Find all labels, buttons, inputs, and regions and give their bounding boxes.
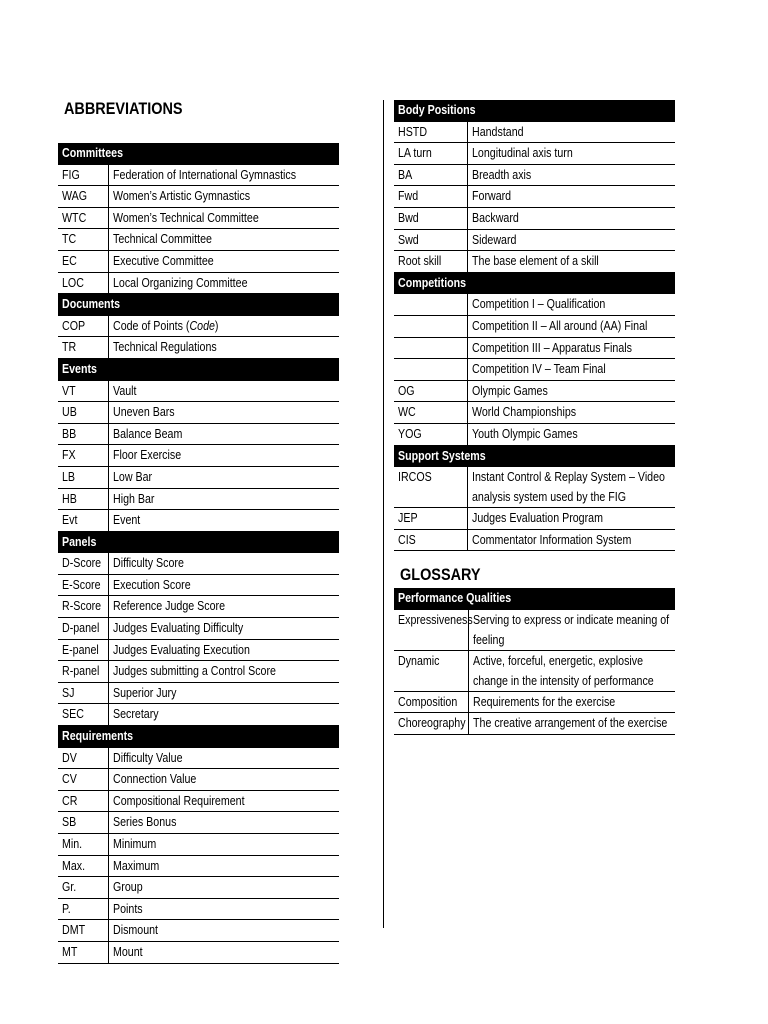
abbreviation-cell: WC [394, 402, 467, 424]
definition-cell: Competition IV – Team Final [467, 359, 675, 381]
abbreviation-cell: JEP [394, 508, 467, 530]
table-row [58, 488, 339, 510]
column-divider [383, 100, 384, 928]
abbreviation-cell: SEC [58, 704, 108, 726]
definition-cell: Judges Evaluation Program [467, 508, 675, 530]
section-header [58, 531, 339, 553]
abbreviation-cell: BB [58, 423, 108, 445]
table-row [58, 920, 339, 942]
section-header-label: Competitions [394, 272, 675, 294]
definition-cell: Points [108, 898, 339, 920]
abbreviation-cell [394, 359, 467, 381]
section-header [394, 445, 675, 467]
section-header-label: Performance Qualities [394, 588, 675, 609]
table-row [394, 508, 675, 530]
definition-cell: Serving to express or indicate meaning of feeling [468, 609, 675, 650]
table-row [394, 337, 675, 359]
table-row [394, 650, 675, 691]
abbreviations-right-table [394, 100, 675, 551]
abbreviation-cell: FIG [58, 164, 108, 186]
abbreviation-cell: Expressiveness [394, 609, 468, 650]
abbreviation-cell: E-panel [58, 639, 108, 661]
definition-cell: Breadth axis [467, 164, 675, 186]
table-row [58, 639, 339, 661]
definition-cell: Series Bonus [108, 812, 339, 834]
abbreviation-cell: CIS [394, 529, 467, 551]
definition-cell: The creative arrangement of the exercise [468, 713, 675, 735]
definition-cell: The base element of a skill [467, 251, 675, 273]
section-header-label: Requirements [58, 726, 339, 748]
table-row [394, 186, 675, 208]
table-row [58, 380, 339, 402]
table-row [58, 790, 339, 812]
definition-cell: Mount [108, 941, 339, 963]
definition-cell: Difficulty Score [108, 553, 339, 575]
table-row [394, 207, 675, 229]
definition-cell: Technical Committee [108, 229, 339, 251]
abbreviation-cell: Gr. [58, 877, 108, 899]
definition-cell: Group [108, 877, 339, 899]
definition-cell: World Championships [467, 402, 675, 424]
abbreviation-cell: UB [58, 402, 108, 424]
abbreviation-cell: DV [58, 747, 108, 769]
table-row [394, 164, 675, 186]
table-row [58, 898, 339, 920]
section-header [58, 143, 339, 164]
definition-cell: Event [108, 510, 339, 532]
abbreviation-cell: VT [58, 380, 108, 402]
abbreviation-cell: Evt [58, 510, 108, 532]
section-header [394, 588, 675, 609]
definition-cell: Youth Olympic Games [467, 423, 675, 445]
definition-cell: Federation of International Gymnastics [108, 164, 339, 186]
abbreviation-cell: LA turn [394, 143, 467, 165]
section-header [58, 726, 339, 748]
definition-cell: Technical Regulations [108, 337, 339, 359]
table-row [58, 682, 339, 704]
table-row [58, 337, 339, 359]
definition-cell: Secretary [108, 704, 339, 726]
abbreviation-cell: COP [58, 315, 108, 337]
abbreviation-cell: FX [58, 445, 108, 467]
abbreviation-cell: CR [58, 790, 108, 812]
definition-cell: Active, forceful, energetic, explosive change in the intensity of performance [468, 650, 675, 691]
definition-cell: Local Organizing Committee [108, 272, 339, 294]
table-row [394, 143, 675, 165]
abbreviation-cell: MT [58, 941, 108, 963]
section-header-label: Documents [58, 294, 339, 316]
table-row [394, 315, 675, 337]
table-row [394, 423, 675, 445]
abbreviation-cell: E-Score [58, 574, 108, 596]
abbreviation-cell: Root skill [394, 251, 467, 273]
abbreviation-cell: DMT [58, 920, 108, 942]
definition-cell: Judges Evaluating Execution [108, 639, 339, 661]
definition-cell: Vault [108, 380, 339, 402]
abbreviation-cell: EC [58, 250, 108, 272]
definition-cell: Compositional Requirement [108, 790, 339, 812]
table-row [58, 272, 339, 294]
definition-cell: Competition III – Apparatus Finals [467, 337, 675, 359]
definition-cell: Judges Evaluating Difficulty [108, 618, 339, 640]
definition-cell: Balance Beam [108, 423, 339, 445]
definition-cell: Olympic Games [467, 380, 675, 402]
table-row [394, 467, 675, 508]
abbreviation-cell: R-Score [58, 596, 108, 618]
table-row [58, 812, 339, 834]
abbreviation-cell: HSTD [394, 121, 467, 143]
definition-cell: Code of Points (Code) [108, 315, 339, 337]
table-row [394, 380, 675, 402]
abbreviation-cell: Choreography [394, 713, 468, 735]
definition-cell: Judges submitting a Control Score [108, 661, 339, 683]
abbreviation-cell: CV [58, 769, 108, 791]
definition-cell: Commentator Information System [467, 529, 675, 551]
section-header [58, 294, 339, 316]
table-row [58, 466, 339, 488]
definition-cell: Handstand [467, 121, 675, 143]
abbreviation-cell: WTC [58, 207, 108, 229]
abbreviation-cell [394, 294, 467, 316]
abbreviation-cell [394, 315, 467, 337]
abbreviation-cell: Max. [58, 855, 108, 877]
abbreviation-cell: WAG [58, 186, 108, 208]
section-header-label: Events [58, 358, 339, 380]
table-row [394, 713, 675, 735]
section-header-label: Panels [58, 531, 339, 553]
definition-cell: Low Bar [108, 466, 339, 488]
definition-cell: Requirements for the exercise [468, 691, 675, 713]
table-row [58, 877, 339, 899]
abbreviation-cell: Composition [394, 691, 468, 713]
abbreviation-cell: LB [58, 466, 108, 488]
definition-cell: Competition II – All around (AA) Final [467, 315, 675, 337]
table-row [394, 359, 675, 381]
abbreviation-cell: LOC [58, 272, 108, 294]
abbreviations-left-table [58, 143, 339, 964]
table-row [394, 402, 675, 424]
abbreviation-cell: YOG [394, 423, 467, 445]
glossary-table [394, 588, 675, 735]
table-row [58, 315, 339, 337]
table-row [394, 691, 675, 713]
table-row [58, 164, 339, 186]
abbreviations-title: ABBREVIATIONS [64, 99, 183, 118]
table-row [394, 609, 675, 650]
table-row [58, 834, 339, 856]
definition-cell: Sideward [467, 229, 675, 251]
table-row [58, 186, 339, 208]
table-row [394, 121, 675, 143]
table-row [58, 553, 339, 575]
section-header [394, 272, 675, 294]
table-row [58, 510, 339, 532]
abbreviation-cell: BA [394, 164, 467, 186]
definition-cell: Floor Exercise [108, 445, 339, 467]
definition-cell: Competition I – Qualification [467, 294, 675, 316]
glossary-title: GLOSSARY [400, 565, 481, 584]
abbreviation-cell: Min. [58, 834, 108, 856]
abbreviation-cell: Dynamic [394, 650, 468, 691]
table-row [58, 618, 339, 640]
abbreviation-cell: HB [58, 488, 108, 510]
section-header [58, 358, 339, 380]
abbreviation-cell: Fwd [394, 186, 467, 208]
definition-cell: Women’s Technical Committee [108, 207, 339, 229]
definition-cell: Longitudinal axis turn [467, 143, 675, 165]
definition-cell: Instant Control & Replay System – Video analysis system used by the FIG [467, 467, 675, 508]
table-row [394, 251, 675, 273]
abbreviation-cell [394, 337, 467, 359]
table-row [58, 747, 339, 769]
definition-cell: Forward [467, 186, 675, 208]
table-row [58, 661, 339, 683]
table-row [58, 250, 339, 272]
table-row [58, 423, 339, 445]
definition-cell: Dismount [108, 920, 339, 942]
table-row [58, 574, 339, 596]
abbreviation-cell: IRCOS [394, 467, 467, 508]
abbreviation-cell: D-Score [58, 553, 108, 575]
abbreviation-cell: P. [58, 898, 108, 920]
definition-cell: Reference Judge Score [108, 596, 339, 618]
definition-cell: Uneven Bars [108, 402, 339, 424]
abbreviation-cell: TR [58, 337, 108, 359]
section-header-label: Support Systems [394, 445, 675, 467]
abbreviation-cell: Bwd [394, 207, 467, 229]
section-header-label: Committees [58, 143, 339, 164]
definition-cell: Connection Value [108, 769, 339, 791]
definition-cell: Difficulty Value [108, 747, 339, 769]
definition-cell: Superior Jury [108, 682, 339, 704]
section-header [394, 100, 675, 121]
table-row [58, 445, 339, 467]
section-header-label: Body Positions [394, 100, 675, 121]
table-row [58, 596, 339, 618]
definition-cell: Women’s Artistic Gymnastics [108, 186, 339, 208]
table-row [394, 294, 675, 316]
table-row [58, 855, 339, 877]
abbreviation-cell: Swd [394, 229, 467, 251]
abbreviation-cell: SB [58, 812, 108, 834]
table-row [394, 529, 675, 551]
definition-cell: Maximum [108, 855, 339, 877]
table-row [58, 704, 339, 726]
table-row [58, 229, 339, 251]
table-row [58, 941, 339, 963]
table-row [58, 207, 339, 229]
table-row [58, 769, 339, 791]
definition-cell: High Bar [108, 488, 339, 510]
table-row [58, 402, 339, 424]
abbreviation-cell: D-panel [58, 618, 108, 640]
definition-cell: Execution Score [108, 574, 339, 596]
abbreviation-cell: TC [58, 229, 108, 251]
abbreviation-cell: SJ [58, 682, 108, 704]
definition-cell: Executive Committee [108, 250, 339, 272]
abbreviation-cell: R-panel [58, 661, 108, 683]
definition-cell: Backward [467, 207, 675, 229]
abbreviation-cell: OG [394, 380, 467, 402]
definition-cell: Minimum [108, 834, 339, 856]
table-row [394, 229, 675, 251]
